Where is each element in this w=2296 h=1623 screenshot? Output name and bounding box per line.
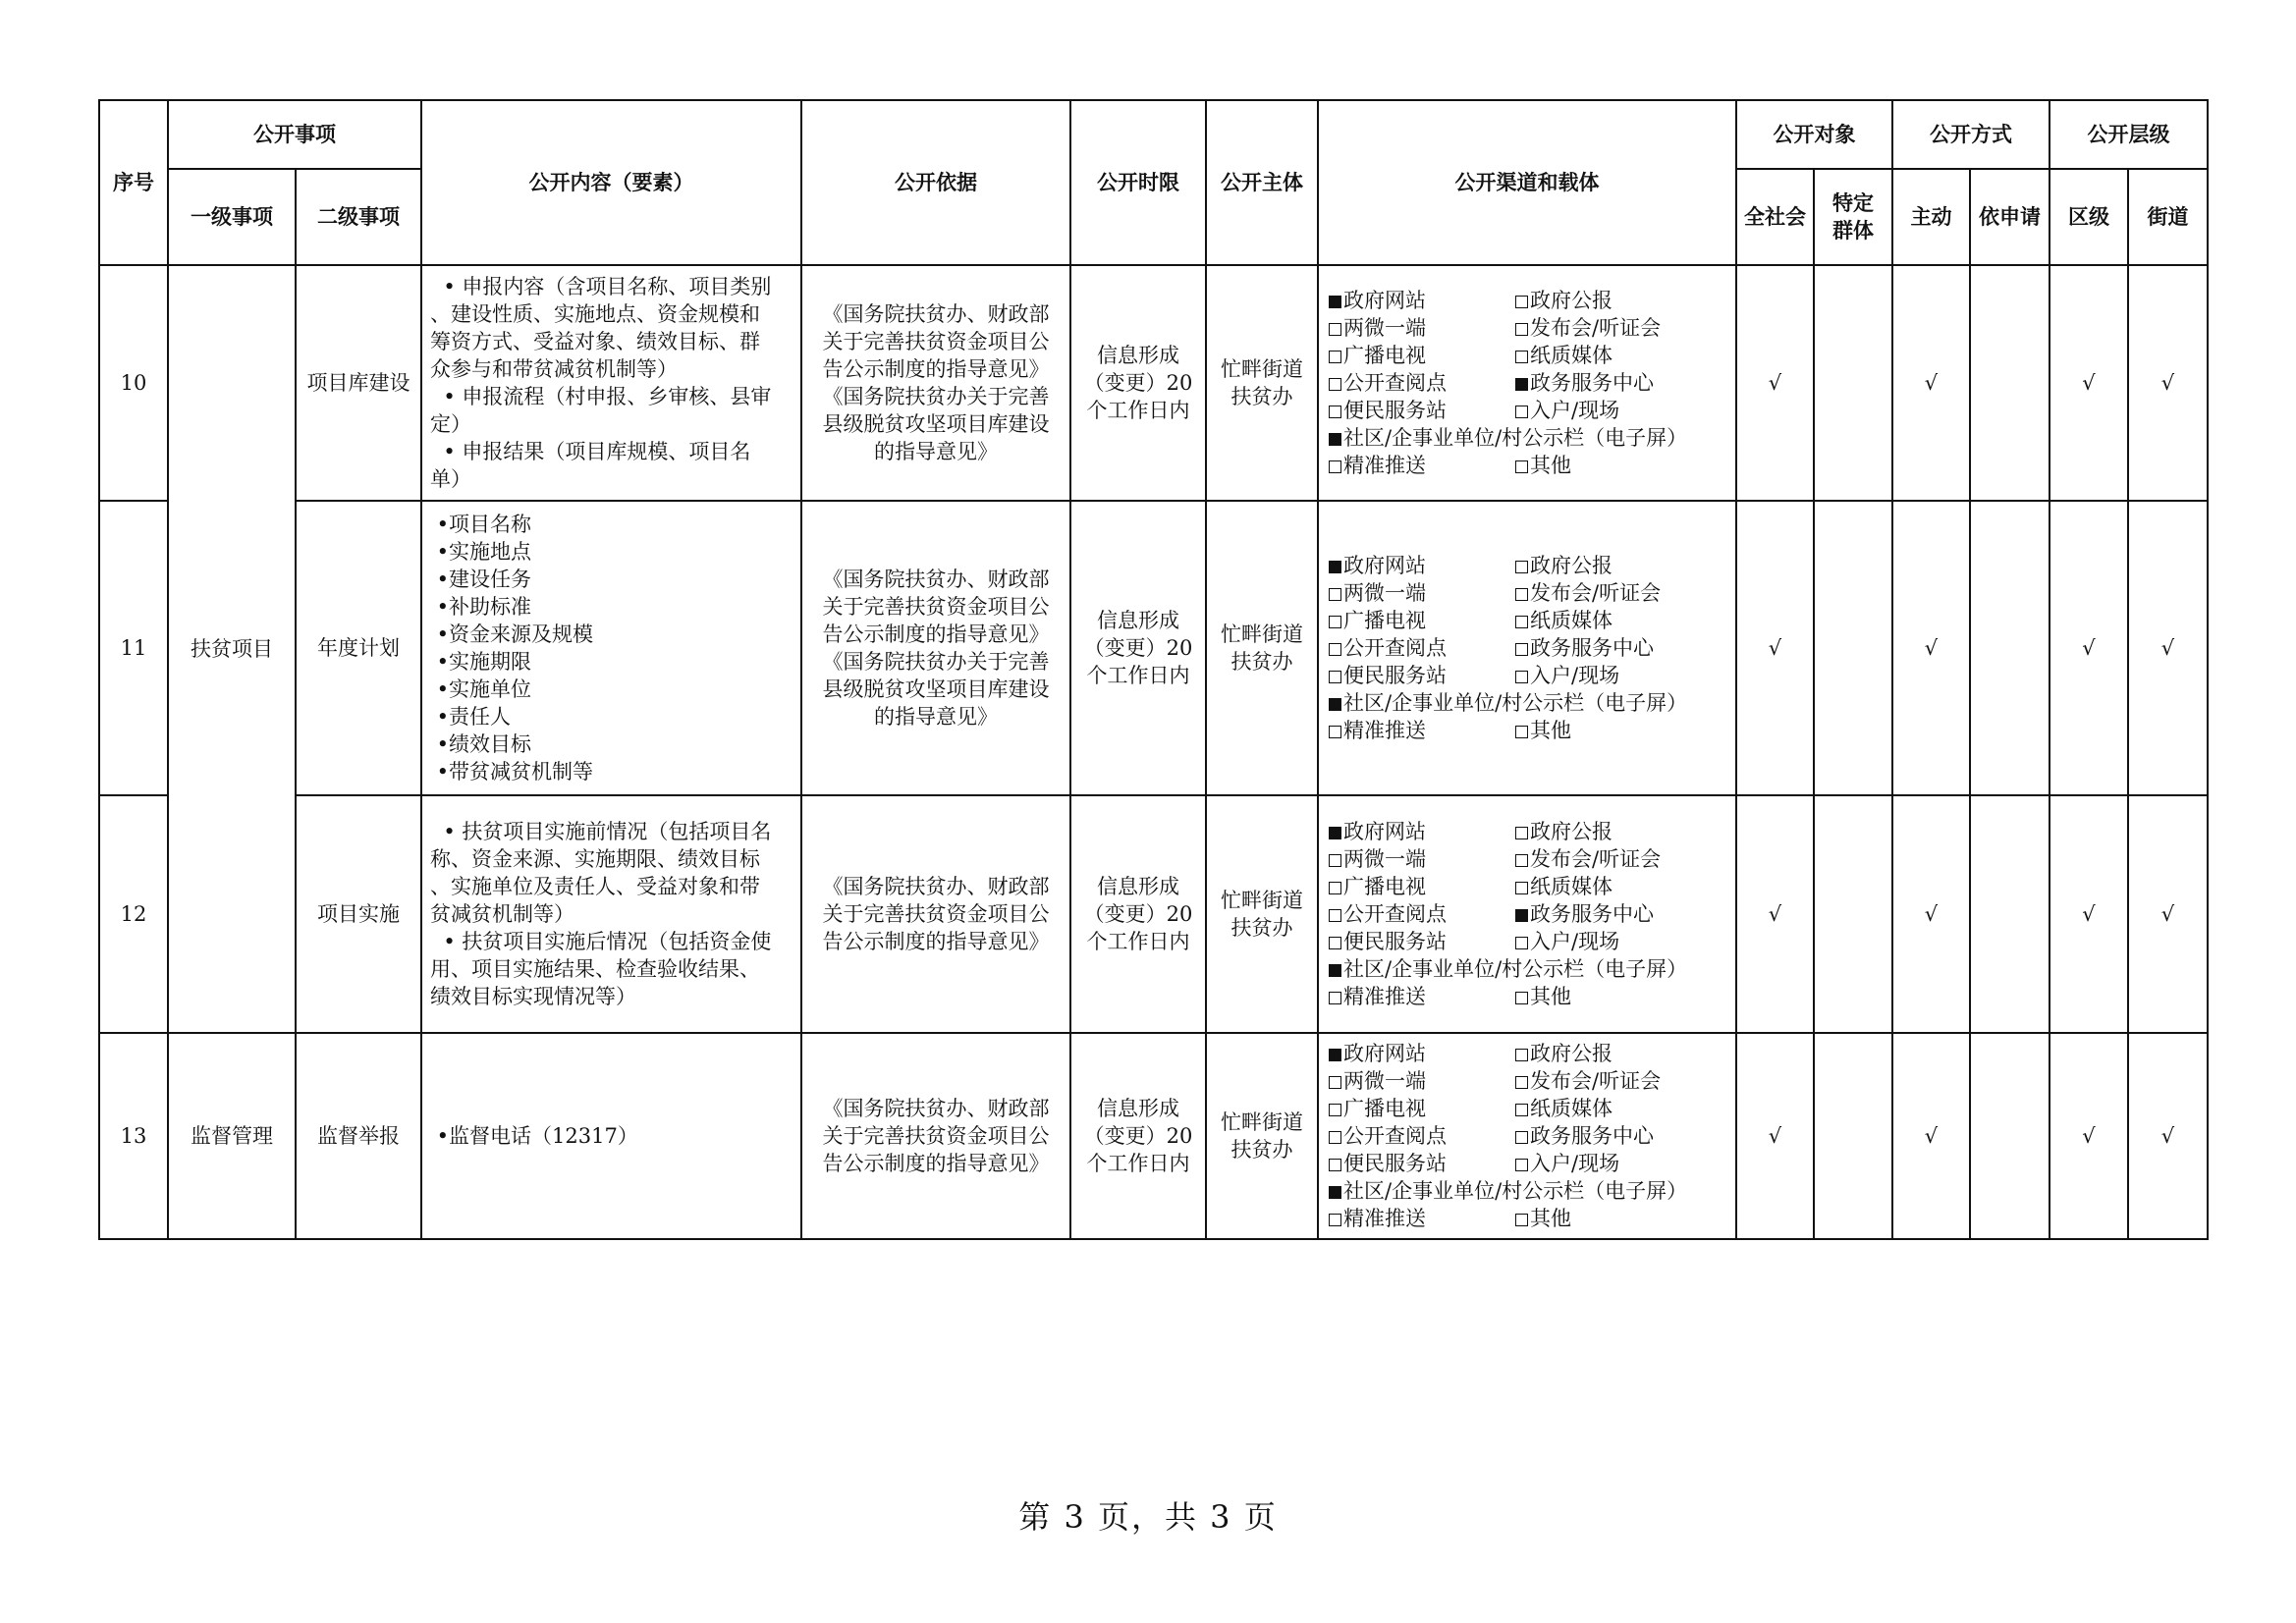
text-line: 关于完善扶贫资金项目公 [822, 902, 1050, 926]
unchecked-box-icon [1329, 909, 1341, 922]
channel-label: 政务服务中心 [1530, 371, 1654, 395]
page-footer: 第 3 页，共 3 页 [1018, 1498, 1278, 1536]
checked-box-icon [1329, 561, 1341, 573]
header-level1: 一级事项 [168, 169, 296, 265]
channel-label: 纸质媒体 [1530, 609, 1613, 632]
channel-option [1515, 1067, 1735, 1095]
text-line: （变更）20 [1083, 902, 1193, 926]
channel-option [1329, 314, 1515, 342]
text-line: 关于完善扶贫资金项目公 [822, 1124, 1050, 1148]
header-method: 公开方式 [1892, 100, 2050, 169]
channel-option [1515, 1095, 1735, 1122]
channel-label: 政务服务中心 [1530, 1124, 1654, 1148]
channel-label: 其他 [1530, 719, 1571, 742]
channel-option [1329, 452, 1515, 479]
text-line: •带贫减贫机制等 [430, 760, 594, 784]
row-level2: 年度计划 [296, 501, 421, 795]
unchecked-box-icon [1329, 1131, 1341, 1144]
unchecked-box-icon [1515, 351, 1528, 363]
text-line: 忙畔街道 [1221, 889, 1303, 912]
check-level-district: √ [2050, 265, 2128, 501]
row-period [1070, 795, 1206, 1033]
text-line: 众参与和带贫减贫机制等） [430, 357, 678, 381]
text-line: 《国务院扶贫办、财政部 [822, 568, 1050, 591]
text-line: 绩效目标实现情况等） [430, 985, 636, 1008]
channel-option [1329, 1067, 1515, 1095]
unchecked-box-icon [1515, 882, 1528, 894]
text-line: 《国务院扶贫办、财政部 [822, 302, 1050, 326]
unchecked-box-icon [1515, 671, 1528, 683]
text-line: •资金来源及规模 [430, 622, 594, 646]
row-level2: 监督举报 [296, 1033, 421, 1239]
check-target-all: √ [1736, 1033, 1814, 1239]
header-channel: 公开渠道和载体 [1318, 100, 1736, 265]
text-line: • 申报结果（项目库规模、项目名 [430, 440, 751, 463]
channel-option [1515, 397, 1735, 424]
unchecked-box-icon [1515, 992, 1528, 1004]
channel-label: 政府网站 [1343, 554, 1426, 577]
channel-option [1329, 1122, 1515, 1150]
table-row [99, 265, 2208, 501]
unchecked-box-icon [1329, 992, 1341, 1004]
unchecked-box-icon [1515, 1131, 1528, 1144]
check-method-active: √ [1892, 501, 1970, 795]
channel-option [1329, 818, 1515, 845]
row-seq: 10 [99, 265, 168, 501]
text-line: •绩效目标 [430, 732, 532, 756]
text-line: • 申报流程（村申报、乡审核、县审 [430, 385, 772, 408]
channel-option [1329, 1150, 1515, 1177]
channel-option [1515, 983, 1735, 1010]
channel-label: 政府公报 [1530, 554, 1613, 577]
row-level1: 监督管理 [168, 1033, 296, 1239]
text-line: 个工作日内 [1086, 1152, 1190, 1175]
row-seq: 12 [99, 795, 168, 1033]
unchecked-box-icon [1515, 1104, 1528, 1116]
channel-option [1329, 397, 1515, 424]
header-items: 公开事项 [168, 100, 421, 169]
channel-option [1329, 287, 1515, 314]
row-basis [801, 795, 1070, 1033]
channel-option [1329, 717, 1515, 744]
channel-option [1515, 900, 1735, 928]
unchecked-box-icon [1515, 854, 1528, 867]
channel-option [1329, 873, 1515, 900]
text-line: 《国务院扶贫办关于完善 [822, 385, 1050, 408]
row-period [1070, 501, 1206, 795]
checked-box-icon [1515, 909, 1528, 922]
channel-label: 两微一端 [1343, 847, 1426, 871]
channel-label: 便民服务站 [1343, 399, 1447, 422]
channel-option [1329, 955, 1735, 983]
channel-label: 其他 [1530, 454, 1571, 477]
check-method-active: √ [1892, 1033, 1970, 1239]
channel-option [1329, 928, 1515, 955]
check-method-apply [1970, 265, 2050, 501]
row-channels [1318, 795, 1736, 1033]
unchecked-box-icon [1329, 1104, 1341, 1116]
check-target-all: √ [1736, 795, 1814, 1033]
unchecked-box-icon [1515, 726, 1528, 738]
channel-option [1515, 818, 1735, 845]
check-level-district: √ [2050, 1033, 2128, 1239]
text-line: •责任人 [430, 705, 512, 729]
channel-option [1515, 1205, 1735, 1232]
header-level-street: 街道 [2128, 169, 2208, 265]
row-period [1070, 1033, 1206, 1239]
row-basis [801, 501, 1070, 795]
row-channels [1318, 265, 1736, 501]
text-line: 扶贫办 [1230, 1138, 1293, 1162]
channel-option [1515, 607, 1735, 634]
channel-option [1515, 314, 1735, 342]
channel-option [1329, 369, 1515, 397]
checked-box-icon [1329, 433, 1341, 446]
text-line: 个工作日内 [1086, 399, 1190, 422]
check-target-specific [1814, 265, 1892, 501]
channel-option [1515, 1040, 1735, 1067]
check-level-street: √ [2128, 795, 2208, 1033]
row-seq: 13 [99, 1033, 168, 1239]
unchecked-box-icon [1329, 937, 1341, 949]
channel-option [1515, 717, 1735, 744]
channel-label: 便民服务站 [1343, 1152, 1447, 1175]
check-method-apply [1970, 501, 2050, 795]
channel-label: 广播电视 [1343, 344, 1426, 367]
text-line: 筹资方式、受益对象、绩效目标、群 [430, 330, 760, 353]
channel-label: 政府公报 [1530, 289, 1613, 312]
check-target-specific [1814, 795, 1892, 1033]
text-line: 关于完善扶贫资金项目公 [822, 330, 1050, 353]
text-line: 告公示制度的指导意见》 [822, 930, 1050, 953]
channel-label: 公开查阅点 [1343, 1124, 1447, 1148]
text-line: 县级脱贫攻坚项目库建设 [822, 677, 1050, 701]
text-line: 《国务院扶贫办关于完善 [822, 650, 1050, 674]
table-row [99, 501, 2208, 795]
unchecked-box-icon [1515, 827, 1528, 839]
channel-label: 广播电视 [1343, 1097, 1426, 1120]
channel-label: 公开查阅点 [1343, 636, 1447, 660]
unchecked-box-icon [1515, 616, 1528, 628]
channel-option [1329, 845, 1515, 873]
channel-option [1329, 579, 1515, 607]
unchecked-box-icon [1329, 882, 1341, 894]
channel-label: 社区/企事业单位/村公示栏（电子屏） [1343, 1179, 1688, 1203]
channel-option [1515, 873, 1735, 900]
header-method-apply: 依申请 [1970, 169, 2050, 265]
check-level-street: √ [2128, 265, 2208, 501]
checked-box-icon [1329, 296, 1341, 308]
unchecked-box-icon [1329, 671, 1341, 683]
unchecked-box-icon [1515, 1159, 1528, 1171]
text-line: 的指导意见》 [874, 705, 998, 729]
channel-option [1329, 1177, 1735, 1205]
row-content [421, 501, 801, 795]
text-line: 贫减贫机制等） [430, 902, 574, 926]
text-line: •补助标准 [430, 595, 532, 619]
row-subject [1206, 265, 1318, 501]
text-line: 信息形成 [1097, 1097, 1179, 1120]
text-line: •实施地点 [430, 540, 532, 564]
unchecked-box-icon [1515, 460, 1528, 473]
text-line: 单） [430, 467, 471, 491]
channel-label: 政府网站 [1343, 1042, 1426, 1065]
text-line: 个工作日内 [1086, 930, 1190, 953]
unchecked-box-icon [1515, 406, 1528, 418]
header-content: 公开内容（要素） [421, 100, 801, 265]
row-content [421, 265, 801, 501]
channel-option [1329, 1205, 1515, 1232]
check-target-specific [1814, 501, 1892, 795]
channel-option [1329, 607, 1515, 634]
text-line: 县级脱贫攻坚项目库建设 [822, 412, 1050, 436]
channel-option [1515, 928, 1735, 955]
header-method-active: 主动 [1892, 169, 1970, 265]
channel-label: 社区/企事业单位/村公示栏（电子屏） [1343, 957, 1688, 981]
channel-option [1515, 369, 1735, 397]
unchecked-box-icon [1329, 726, 1341, 738]
channel-label: 其他 [1530, 1207, 1571, 1230]
unchecked-box-icon [1329, 378, 1341, 391]
row-seq: 11 [99, 501, 168, 795]
header-basis: 公开依据 [801, 100, 1070, 265]
text-line: 信息形成 [1097, 344, 1179, 367]
check-target-all: √ [1736, 265, 1814, 501]
text-line: 告公示制度的指导意见》 [822, 357, 1050, 381]
channel-label: 纸质媒体 [1530, 1097, 1613, 1120]
checked-box-icon [1329, 698, 1341, 711]
channel-option [1329, 900, 1515, 928]
channel-option [1515, 342, 1735, 369]
text-line: 忙畔街道 [1221, 357, 1303, 381]
check-level-street: √ [2128, 1033, 2208, 1239]
text-line: •项目名称 [430, 513, 532, 536]
channel-label: 广播电视 [1343, 875, 1426, 898]
check-method-apply [1970, 1033, 2050, 1239]
row-subject [1206, 795, 1318, 1033]
header-seq: 序号 [99, 100, 168, 265]
unchecked-box-icon [1515, 937, 1528, 949]
checked-box-icon [1329, 1049, 1341, 1061]
header-target-specific: 特定群体 [1814, 169, 1892, 265]
text-line: 《国务院扶贫办、财政部 [822, 875, 1050, 898]
channel-option [1515, 662, 1735, 689]
channel-label: 两微一端 [1343, 581, 1426, 605]
row-basis [801, 265, 1070, 501]
channel-label: 政府网站 [1343, 289, 1426, 312]
unchecked-box-icon [1329, 323, 1341, 336]
text-line: 用、项目实施结果、检查验收结果、 [430, 957, 760, 981]
text-line: 扶贫办 [1230, 916, 1293, 940]
text-line: 个工作日内 [1086, 664, 1190, 687]
unchecked-box-icon [1515, 1049, 1528, 1061]
channel-option [1515, 287, 1735, 314]
unchecked-box-icon [1515, 1076, 1528, 1089]
header-level2: 二级事项 [296, 169, 421, 265]
channel-label: 纸质媒体 [1530, 344, 1613, 367]
unchecked-box-icon [1515, 323, 1528, 336]
row-content [421, 795, 801, 1033]
row-basis [801, 1033, 1070, 1239]
header-level-district: 区级 [2050, 169, 2128, 265]
channel-label: 入户/现场 [1530, 399, 1620, 422]
channel-label: 公开查阅点 [1343, 902, 1447, 926]
text-line: •监督电话（12317） [430, 1124, 638, 1148]
text-line: 、实施单位及责任人、受益对象和带 [430, 875, 760, 898]
channel-option [1329, 342, 1515, 369]
unchecked-box-icon [1515, 588, 1528, 601]
header-target: 公开对象 [1736, 100, 1892, 169]
text-line: 、建设性质、实施地点、资金规模和 [430, 302, 760, 326]
channel-label: 政务服务中心 [1530, 636, 1654, 660]
channel-label: 政府公报 [1530, 1042, 1613, 1065]
channel-label: 发布会/听证会 [1530, 316, 1662, 340]
text-line: •实施期限 [430, 650, 532, 674]
unchecked-box-icon [1329, 351, 1341, 363]
row-subject [1206, 501, 1318, 795]
channel-label: 入户/现场 [1530, 664, 1620, 687]
text-line: 的指导意见》 [874, 440, 998, 463]
text-line: 告公示制度的指导意见》 [822, 622, 1050, 646]
checked-box-icon [1329, 964, 1341, 977]
channel-option [1329, 1095, 1515, 1122]
text-line: 称、资金来源、实施期限、绩效目标 [430, 847, 760, 871]
channel-label: 广播电视 [1343, 609, 1426, 632]
text-line: •建设任务 [430, 568, 532, 591]
header-subject: 公开主体 [1206, 100, 1318, 265]
row-level2: 项目实施 [296, 795, 421, 1033]
text-line: （变更）20 [1083, 636, 1193, 660]
text-line: 忙畔街道 [1221, 622, 1303, 646]
channel-option [1329, 983, 1515, 1010]
text-line: 扶贫办 [1230, 385, 1293, 408]
check-target-specific [1814, 1033, 1892, 1239]
channel-option [1329, 552, 1515, 579]
unchecked-box-icon [1515, 643, 1528, 656]
row-channels [1318, 501, 1736, 795]
channel-label: 两微一端 [1343, 1069, 1426, 1093]
text-line: 《国务院扶贫办、财政部 [822, 1097, 1050, 1120]
header-period: 公开时限 [1070, 100, 1206, 265]
row-subject [1206, 1033, 1318, 1239]
text-line: • 扶贫项目实施后情况（包括资金使 [430, 930, 772, 953]
channel-label: 两微一端 [1343, 316, 1426, 340]
channel-label: 精准推送 [1343, 719, 1426, 742]
channel-label: 精准推送 [1343, 985, 1426, 1008]
channel-label: 精准推送 [1343, 1207, 1426, 1230]
check-method-apply [1970, 795, 2050, 1033]
channel-label: 便民服务站 [1343, 930, 1447, 953]
channel-option [1515, 845, 1735, 873]
unchecked-box-icon [1329, 1076, 1341, 1089]
unchecked-box-icon [1329, 1214, 1341, 1226]
channel-option [1515, 634, 1735, 662]
text-line: •实施单位 [430, 677, 532, 701]
channel-option [1329, 662, 1515, 689]
channel-label: 政府网站 [1343, 820, 1426, 843]
channel-label: 入户/现场 [1530, 930, 1620, 953]
checked-box-icon [1329, 1186, 1341, 1199]
channel-label: 政务服务中心 [1530, 902, 1654, 926]
channel-label: 入户/现场 [1530, 1152, 1620, 1175]
unchecked-box-icon [1515, 1214, 1528, 1226]
channel-label: 公开查阅点 [1343, 371, 1447, 395]
row-level2: 项目库建设 [296, 265, 421, 501]
channel-option [1515, 579, 1735, 607]
check-level-district: √ [2050, 795, 2128, 1033]
channel-label: 发布会/听证会 [1530, 581, 1662, 605]
unchecked-box-icon [1329, 406, 1341, 418]
checked-box-icon [1329, 827, 1341, 839]
text-line: 信息形成 [1097, 609, 1179, 632]
unchecked-box-icon [1515, 561, 1528, 573]
channel-option [1515, 1122, 1735, 1150]
channel-label: 社区/企事业单位/村公示栏（电子屏） [1343, 691, 1688, 715]
unchecked-box-icon [1329, 854, 1341, 867]
channel-option [1515, 552, 1735, 579]
text-line: • 申报内容（含项目名称、项目类别 [430, 275, 772, 298]
unchecked-box-icon [1329, 460, 1341, 473]
channel-label: 纸质媒体 [1530, 875, 1613, 898]
text-line: （变更）20 [1083, 1124, 1193, 1148]
check-method-active: √ [1892, 795, 1970, 1033]
channel-option [1515, 1150, 1735, 1177]
channel-option [1329, 1040, 1515, 1067]
channel-option [1515, 452, 1735, 479]
text-line: 关于完善扶贫资金项目公 [822, 595, 1050, 619]
check-target-all: √ [1736, 501, 1814, 795]
text-line: 信息形成 [1097, 875, 1179, 898]
channel-label: 社区/企事业单位/村公示栏（电子屏） [1343, 426, 1688, 450]
unchecked-box-icon [1329, 1159, 1341, 1171]
channel-label: 其他 [1530, 985, 1571, 1008]
unchecked-box-icon [1515, 296, 1528, 308]
channel-option [1329, 424, 1735, 452]
row-content [421, 1033, 801, 1239]
row-period [1070, 265, 1206, 501]
row-channels [1318, 1033, 1736, 1239]
check-level-street: √ [2128, 501, 2208, 795]
text-line: 告公示制度的指导意见》 [822, 1152, 1050, 1175]
table-row [99, 1033, 2208, 1239]
text-line: 扶贫办 [1230, 650, 1293, 674]
channel-label: 精准推送 [1343, 454, 1426, 477]
channel-label: 政府公报 [1530, 820, 1613, 843]
check-method-active: √ [1892, 265, 1970, 501]
table-row [99, 795, 2208, 1033]
unchecked-box-icon [1329, 616, 1341, 628]
channel-label: 便民服务站 [1343, 664, 1447, 687]
disclosure-table [98, 99, 2209, 1240]
channel-option [1329, 689, 1735, 717]
unchecked-box-icon [1329, 643, 1341, 656]
text-line: 定） [430, 412, 471, 436]
channel-label: 发布会/听证会 [1530, 847, 1662, 871]
header-target-all: 全社会 [1736, 169, 1814, 265]
text-line: （变更）20 [1083, 371, 1193, 395]
checked-box-icon [1515, 378, 1528, 391]
header-level: 公开层级 [2050, 100, 2208, 169]
check-level-district: √ [2050, 501, 2128, 795]
unchecked-box-icon [1329, 588, 1341, 601]
text-line: 忙畔街道 [1221, 1110, 1303, 1134]
channel-label: 发布会/听证会 [1530, 1069, 1662, 1093]
text-line: • 扶贫项目实施前情况（包括项目名 [430, 820, 772, 843]
channel-option [1329, 634, 1515, 662]
row-level1: 扶贫项目 [168, 265, 296, 1033]
